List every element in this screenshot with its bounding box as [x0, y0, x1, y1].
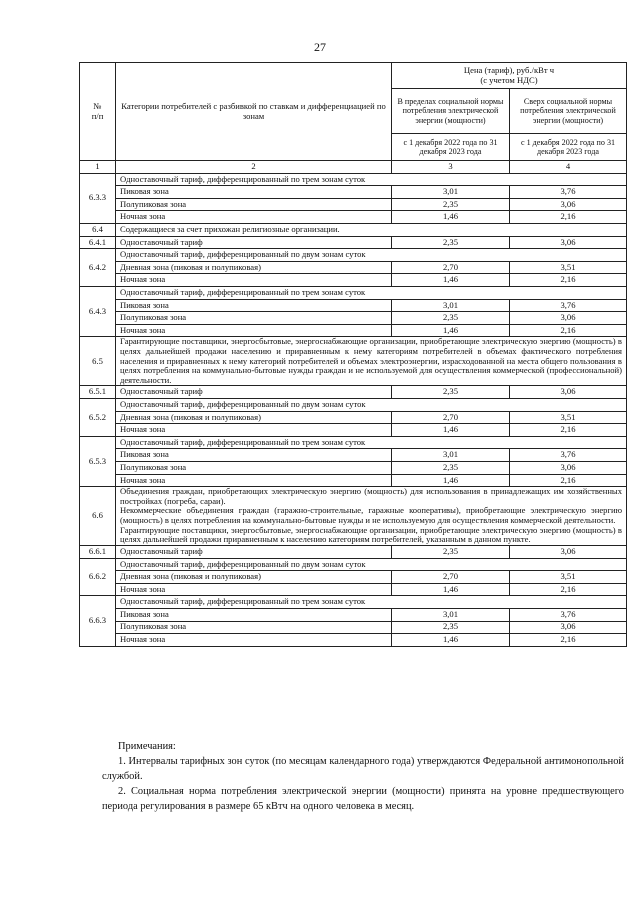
row-label: Одноставочный тариф, дифференцированный по трем зонам суток	[116, 436, 627, 449]
row-label: Ночная зона	[116, 634, 392, 647]
row-label: Пиковая зона	[116, 299, 392, 312]
table-row	[80, 286, 627, 299]
tariff-within: 2,35	[392, 312, 510, 325]
tariff-beyond: 3,76	[510, 186, 627, 199]
row-label: Ночная зона	[116, 274, 392, 287]
tariff-within: 2,35	[392, 236, 510, 249]
row-number: 6.3.3	[80, 173, 116, 223]
tariff-beyond: 3,06	[510, 198, 627, 211]
row-number: 6.6	[80, 487, 116, 546]
tariff-within: 3,01	[392, 449, 510, 462]
tariff-beyond: 3,06	[510, 386, 627, 399]
row-number: 6.4.2	[80, 249, 116, 287]
row-number: 6.5.3	[80, 436, 116, 486]
row-label: Одноставочный тариф, дифференцированный по трем зонам суток	[116, 286, 627, 299]
row-label: Пиковая зона	[116, 186, 392, 199]
row-number: 6.4.1	[80, 236, 116, 249]
tariff-beyond: 3,06	[510, 462, 627, 475]
table-row	[80, 312, 627, 325]
tariff-beyond: 2,16	[510, 424, 627, 437]
tariff-beyond: 3,51	[510, 411, 627, 424]
row-label: Одноставочный тариф, дифференцированный по двум зонам суток	[116, 249, 627, 262]
table-row	[80, 399, 627, 412]
table-row	[80, 621, 627, 634]
table-row	[80, 411, 627, 424]
tariff-within: 3,01	[392, 299, 510, 312]
row-label: Ночная зона	[116, 474, 392, 487]
table-row	[80, 249, 627, 262]
page-number: 27	[314, 40, 326, 54]
header-beyond-norm: Сверх социальной нормы потребления электрической энергии (мощности)	[510, 89, 627, 134]
tariff-within: 1,46	[392, 474, 510, 487]
tariff-beyond: 2,16	[510, 634, 627, 647]
tariff-beyond: 3,76	[510, 608, 627, 621]
row-label: Ночная зона	[116, 324, 392, 337]
header-num: № п/п	[80, 63, 116, 161]
row-label: Одноставочный тариф	[116, 545, 392, 558]
row-number: 6.4	[80, 223, 116, 236]
tariff-beyond: 2,16	[510, 474, 627, 487]
table-row	[80, 545, 627, 558]
row-label: Дневная зона (пиковая и полупиковая)	[116, 261, 392, 274]
header-price: Цена (тариф), руб./кВт ч (с учетом НДС)	[392, 63, 627, 89]
row-label: Пиковая зона	[116, 608, 392, 621]
tariff-within: 2,70	[392, 411, 510, 424]
tariff-within: 1,46	[392, 324, 510, 337]
table-row	[80, 558, 627, 571]
table-row	[80, 583, 627, 596]
tariff-within: 1,46	[392, 634, 510, 647]
table-row	[80, 449, 627, 462]
row-label: Полупиковая зона	[116, 198, 392, 211]
tariff-beyond: 3,51	[510, 571, 627, 584]
tariff-beyond: 2,16	[510, 324, 627, 337]
header-within-norm: В пределах социальной нормы потребления электрической энергии (мощности)	[392, 89, 510, 134]
tariff-within: 2,35	[392, 386, 510, 399]
row-label: Пиковая зона	[116, 449, 392, 462]
row-label: Ночная зона	[116, 583, 392, 596]
notes-section	[102, 739, 624, 814]
table-row	[80, 487, 627, 546]
tariff-beyond: 2,16	[510, 211, 627, 224]
column-index-3: 3	[392, 161, 510, 174]
row-number: 6.6.3	[80, 596, 116, 646]
row-number: 6.5.2	[80, 399, 116, 437]
table-row	[80, 274, 627, 287]
row-label: Одноставочный тариф	[116, 386, 392, 399]
row-number: 6.4.3	[80, 286, 116, 336]
table-row	[80, 223, 627, 236]
tariff-beyond: 3,06	[510, 236, 627, 249]
tariff-beyond: 3,06	[510, 545, 627, 558]
table-row	[80, 386, 627, 399]
table-row	[80, 198, 627, 211]
tariff-beyond: 2,16	[510, 583, 627, 596]
tariff-within: 1,46	[392, 211, 510, 224]
table-row	[80, 474, 627, 487]
table-row	[80, 299, 627, 312]
table-row	[80, 571, 627, 584]
note-item: 2. Социальная норма потребления электрической энергии (мощности) принята на уровне предшествующего периода регулирования в размере 65 кВтч на одного человека в месяц.	[102, 786, 624, 813]
note-item: 1. Интервалы тарифных зон суток (по месяцам календарного года) утверждаются Федеральной антимонопольной службой.	[102, 756, 624, 783]
tariff-within: 1,46	[392, 583, 510, 596]
row-label: Полупиковая зона	[116, 312, 392, 325]
tariff-beyond: 3,06	[510, 312, 627, 325]
row-number: 6.5	[80, 337, 116, 386]
row-label: Одноставочный тариф, дифференцированный по двум зонам суток	[116, 558, 627, 571]
tariff-within: 2,35	[392, 621, 510, 634]
row-label: Одноставочный тариф, дифференцированный по трем зонам суток	[116, 596, 627, 609]
tariff-table	[79, 62, 627, 647]
tariff-within: 2,70	[392, 261, 510, 274]
header-period-col3: с 1 декабря 2022 года по 31 декабря 2023 года	[392, 134, 510, 161]
row-number: 6.5.1	[80, 386, 116, 399]
column-index-2: 2	[116, 161, 392, 174]
tariff-within: 1,46	[392, 274, 510, 287]
header-period-col4: с 1 декабря 2022 года по 31 декабря 2023 года	[510, 134, 627, 161]
tariff-within: 2,35	[392, 198, 510, 211]
row-label: Гарантирующие поставщики, энергосбытовые, энергоснабжающие организации, приобретающие электрическую энергию (мощность) в целях дальнейшей продажи населению и приравненным к нему категориям потребителей в объемах фактического потребления населения и приравненных к нему категорий потребителей и объемах электроэнергии, израсходованной на места общего пользования в целях потребления на коммунально-бытовые нужды граждан и не используемой для осуществления коммерческой (профессиональной) деятельности.	[116, 337, 627, 386]
notes-heading: Примечания:	[118, 741, 176, 752]
tariff-beyond: 3,76	[510, 299, 627, 312]
table-row	[80, 186, 627, 199]
table-row	[80, 596, 627, 609]
tariff-within: 2,35	[392, 462, 510, 475]
tariff-beyond: 3,76	[510, 449, 627, 462]
table-row	[80, 634, 627, 647]
row-label: Объединения граждан, приобретающих электрическую энергию (мощность) для использования в принадлежащих им хозяйственных постройках (погреба, сараи). Некоммерческие объединения граждан (гаражно-строительные, гаражные кооперативы), приобретающие электрическую энергию (мощность) в целях потребления на коммунально-бытовые нужды и не используемую для осуществления коммерческой деятельности. Гарантирующие поставщики, энергосбытовые, энергоснабжающие организации, приобретающие электрическую энергию (мощность) в целях дальнейшей продажи приравненным к населению категориям потребителей, указанным в данном пункте.	[116, 487, 627, 546]
row-label: Полупиковая зона	[116, 621, 392, 634]
table-row	[80, 424, 627, 437]
table-row	[80, 261, 627, 274]
tariff-within: 2,70	[392, 571, 510, 584]
tariff-beyond: 2,16	[510, 274, 627, 287]
header-category: Категории потребителей с разбивкой по ставкам и дифференциацией по зонам	[116, 63, 392, 161]
tariff-within: 3,01	[392, 186, 510, 199]
row-number: 6.6.2	[80, 558, 116, 596]
table-row	[80, 608, 627, 621]
row-label: Одноставочный тариф, дифференцированный по трем зонам суток	[116, 173, 627, 186]
column-index-1: 1	[80, 161, 116, 174]
row-label: Дневная зона (пиковая и полупиковая)	[116, 571, 392, 584]
row-label: Одноставочный тариф, дифференцированный по двум зонам суток	[116, 399, 627, 412]
row-label: Дневная зона (пиковая и полупиковая)	[116, 411, 392, 424]
tariff-beyond: 3,51	[510, 261, 627, 274]
table-row	[80, 436, 627, 449]
row-label: Ночная зона	[116, 424, 392, 437]
table-row	[80, 236, 627, 249]
tariff-within: 3,01	[392, 608, 510, 621]
row-label: Одноставочный тариф	[116, 236, 392, 249]
row-label: Полупиковая зона	[116, 462, 392, 475]
column-index-4: 4	[510, 161, 627, 174]
table-row	[80, 337, 627, 386]
tariff-beyond: 3,06	[510, 621, 627, 634]
table-row	[80, 324, 627, 337]
tariff-within: 2,35	[392, 545, 510, 558]
row-label: Содержащиеся за счет прихожан религиозные организации.	[116, 223, 627, 236]
table-row	[80, 211, 627, 224]
row-number: 6.6.1	[80, 545, 116, 558]
tariff-within: 1,46	[392, 424, 510, 437]
table-row	[80, 462, 627, 475]
row-label: Ночная зона	[116, 211, 392, 224]
table-row	[80, 173, 627, 186]
